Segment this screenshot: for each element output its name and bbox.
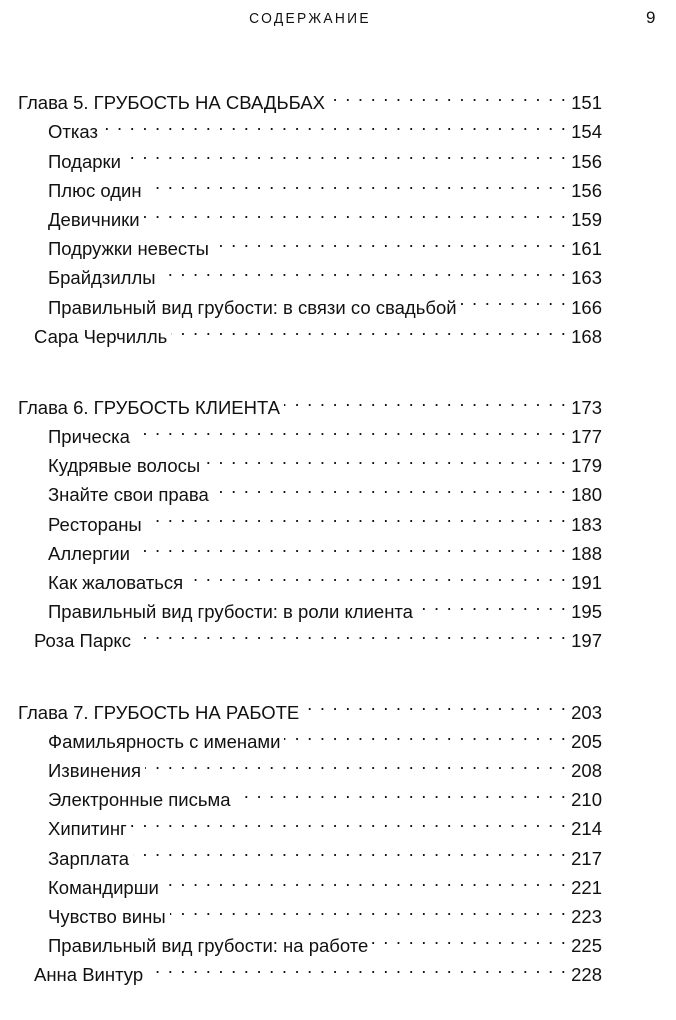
toc-section-entry — [18, 138, 602, 172]
toc-section-entry — [18, 109, 602, 143]
dot-leader — [144, 197, 568, 226]
toc-entry-title: Отказ — [48, 121, 98, 143]
toc-entry-title: Правильный вид грубости: в роли клиента — [48, 601, 413, 623]
dot-leader — [163, 865, 567, 894]
toc-entry-page: 203 — [571, 701, 602, 723]
toc-entry-page: 205 — [571, 730, 602, 752]
toc-entry-title: Фамильярность с именами — [48, 730, 281, 752]
dot-leader — [125, 138, 567, 167]
toc-entry-title: Кудрявые волосы — [48, 455, 201, 477]
toc-entry-title: Командирши — [48, 876, 159, 898]
dot-leader — [372, 923, 567, 952]
toc-entry-title: Глава 5. ГРУБОСТЬ НА СВАДЬБАХ — [18, 92, 325, 114]
toc-chapter-6 — [18, 385, 602, 652]
dot-leader — [284, 385, 567, 414]
toc-entry-page: 188 — [571, 542, 602, 564]
toc-entry-page: 217 — [571, 847, 602, 869]
toc-entry-page: 159 — [571, 208, 602, 230]
toc-entry-page: 191 — [571, 572, 602, 593]
toc-entry-title: Подружки невесты — [48, 238, 209, 260]
dot-leader — [134, 414, 567, 443]
dot-leader — [417, 589, 567, 618]
toc-entry-page: 179 — [571, 455, 602, 477]
dot-leader — [213, 472, 567, 501]
toc-entry-page: 161 — [571, 238, 602, 260]
toc-chapter-heading — [18, 689, 602, 723]
dot-leader — [204, 443, 567, 472]
toc-entry-page: 223 — [571, 905, 602, 927]
toc-entry-title: Извинения — [48, 759, 142, 781]
toc-entry-title: Анна Винтур — [34, 964, 144, 986]
dot-leader — [284, 719, 567, 748]
toc-entry-page: 228 — [571, 964, 602, 986]
toc-entry-page: 173 — [571, 396, 602, 418]
toc-chapter-7 — [18, 689, 602, 986]
toc-chapter-heading — [18, 385, 602, 418]
toc-entry-title: Знайте свои права — [48, 484, 209, 506]
dot-leader — [146, 168, 568, 197]
toc-entry-title: Прическа — [48, 426, 130, 448]
toc-entry-title: Плюс один — [48, 179, 142, 201]
toc-entry-page: 210 — [571, 789, 602, 811]
dot-leader — [102, 109, 567, 138]
toc-entry-page: 156 — [571, 150, 602, 172]
toc-entry-page: 154 — [571, 121, 602, 143]
dot-leader — [135, 618, 567, 647]
toc-entry-title: Подарки — [48, 150, 121, 172]
toc-entry-title: Хипитинг — [48, 818, 127, 840]
dot-leader — [171, 314, 567, 343]
toc-entry-page: 177 — [571, 426, 602, 448]
dot-leader — [131, 806, 567, 835]
toc-entry-title: Сара Черчилль — [34, 325, 168, 347]
dot-leader — [303, 689, 567, 718]
toc-entry-page: 208 — [571, 759, 602, 781]
toc-entry-title: Глава 7. ГРУБОСТЬ НА РАБОТЕ — [18, 701, 300, 723]
toc-entry-page: 180 — [571, 484, 602, 506]
toc-entry-page: 221 — [571, 876, 602, 898]
toc-entry-page: 168 — [571, 325, 602, 347]
toc-entry-page: 225 — [571, 935, 602, 957]
toc-entry-title: Роза Паркс — [34, 630, 131, 652]
toc-entry-page: 156 — [571, 179, 602, 201]
toc-chapter-5 — [18, 80, 602, 347]
dot-leader — [170, 894, 567, 923]
dot-leader — [235, 777, 568, 806]
toc-entry-page: 151 — [571, 92, 602, 114]
dot-leader — [187, 560, 567, 589]
dot-leader — [160, 255, 568, 284]
toc-entry-title: Чувство вины — [48, 905, 166, 927]
dot-leader — [134, 531, 567, 560]
toc-entry-title: Девичники — [48, 208, 140, 230]
toc-entry-title: Электронные письма — [48, 789, 231, 811]
toc-entry-title: Правильный вид грубости: на работе — [48, 935, 369, 957]
dot-leader — [133, 835, 567, 864]
toc-entry-title: Правильный вид грубости: в связи со свадьбой — [48, 296, 457, 318]
toc-entry-title: Аллергии — [48, 542, 130, 564]
toc-entry-page: 183 — [571, 513, 602, 535]
toc-entry-title: Как жаловаться — [48, 572, 184, 593]
toc-chapter-heading — [18, 80, 602, 114]
dot-leader — [146, 501, 567, 530]
dot-leader — [145, 748, 567, 777]
toc-entry-title: Брайдзиллы — [48, 267, 156, 289]
dot-leader — [213, 226, 567, 255]
toc-entry-page: 166 — [571, 296, 602, 318]
toc-entry-page: 197 — [571, 630, 602, 652]
page-number: 9 — [646, 8, 656, 27]
table-of-contents — [18, 80, 602, 986]
toc-entry-page: 195 — [571, 601, 602, 623]
dot-leader — [329, 80, 567, 109]
toc-entry-title: Рестораны — [48, 513, 142, 535]
dot-leader — [461, 284, 568, 313]
toc-entry-page: 214 — [571, 818, 602, 840]
toc-entry-title: Зарплата — [48, 847, 130, 869]
toc-entry-page: 163 — [571, 267, 602, 289]
toc-entry-title: Глава 6. ГРУБОСТЬ КЛИЕНТА — [18, 396, 280, 418]
running-head-title: СОДЕРЖАНИЕ — [249, 10, 371, 27]
dot-leader — [147, 952, 567, 981]
